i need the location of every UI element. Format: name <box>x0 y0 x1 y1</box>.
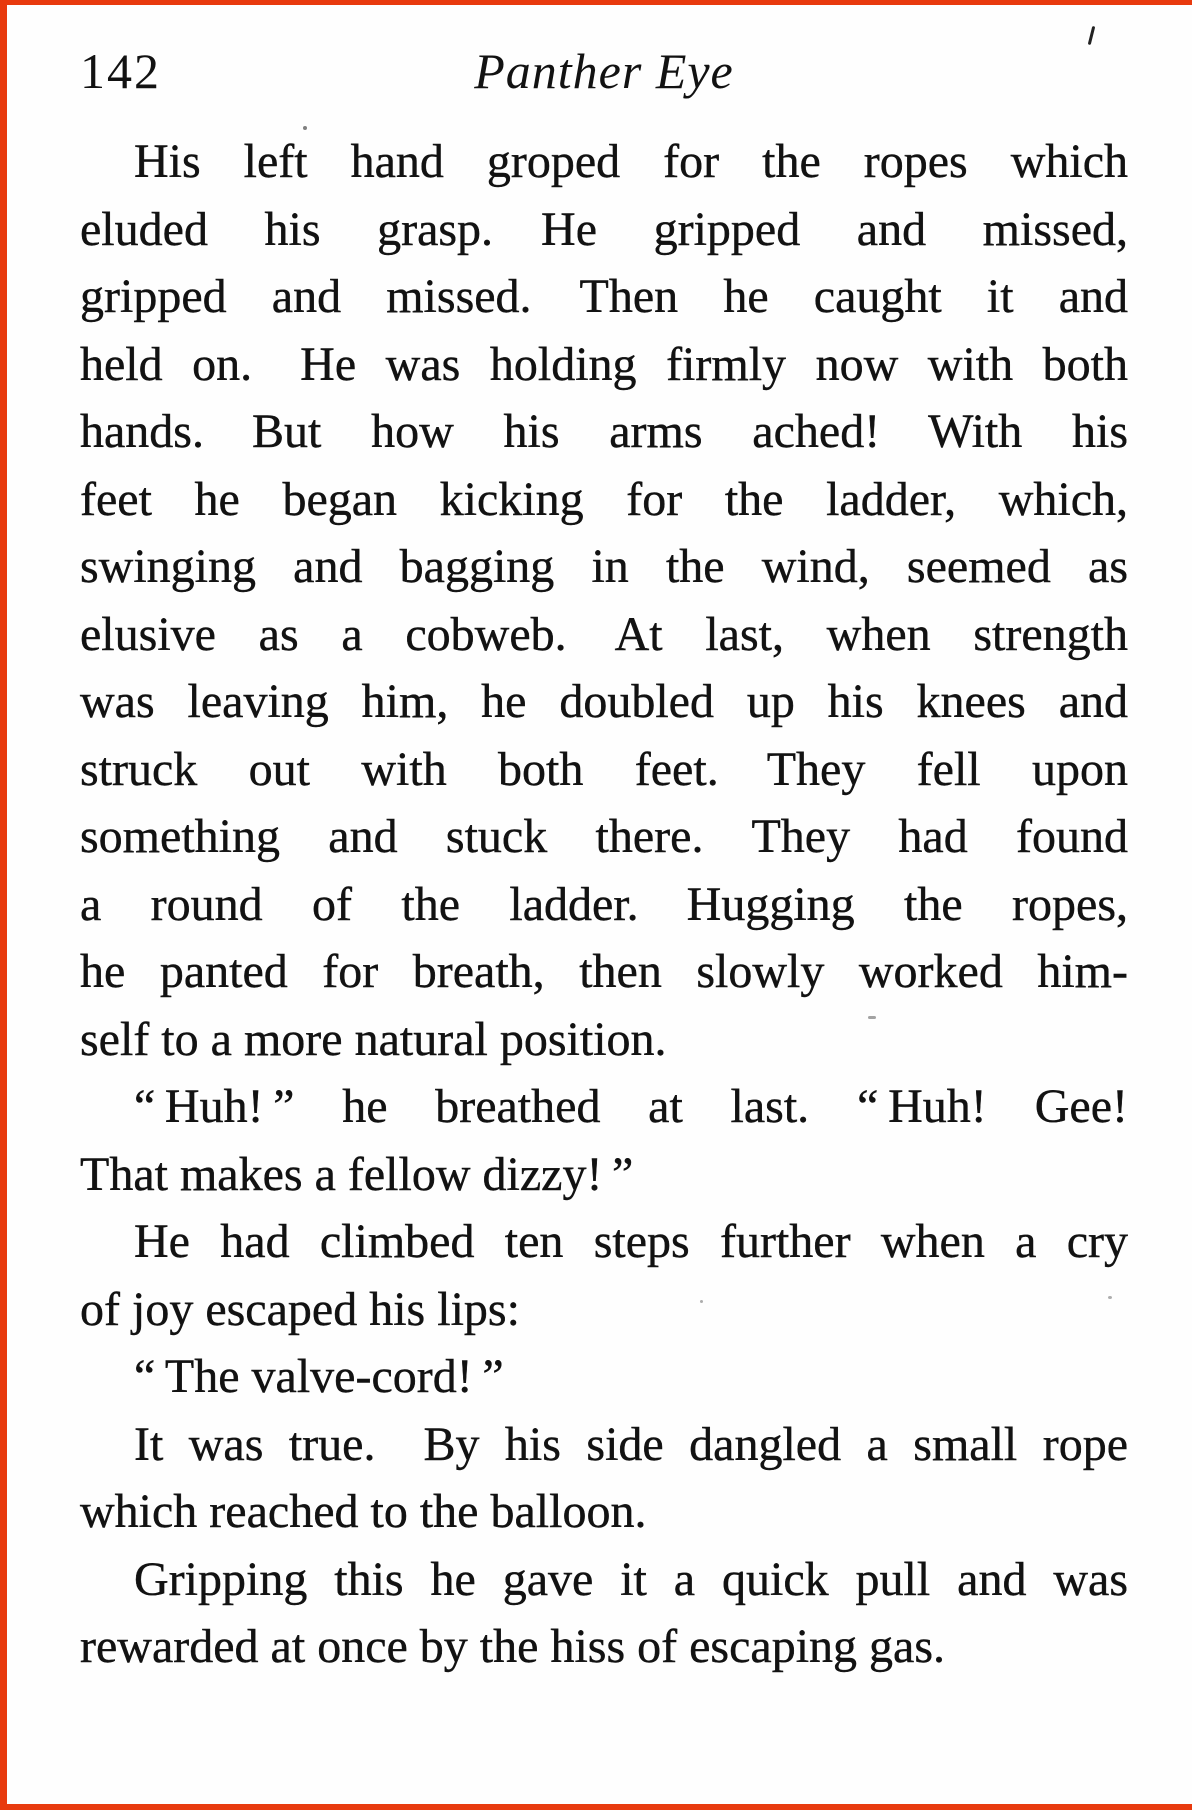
text-line: feet he began kicking for the ladder, which, <box>80 472 1128 526</box>
text-line: rewarded at once by the hiss of escaping gas. <box>80 1620 946 1673</box>
text-line: of joy escaped his lips: <box>80 1282 520 1336</box>
text-line: It was true. By his side dangled a small rope <box>134 1417 1128 1471</box>
text-line: a round of the ladder. Hugging the ropes, <box>80 877 1128 931</box>
text-line: hands. But how his arms ached! With his <box>80 405 1128 458</box>
text-line: gripped and missed. Then he caught it and <box>80 270 1128 323</box>
scan-edge-top <box>0 0 1192 5</box>
text-line: His left hand groped for the ropes which <box>134 135 1128 188</box>
text-line: eluded his grasp. He gripped and missed, <box>80 202 1128 256</box>
text-line: he panted for breath, then slowly worked him- <box>80 945 1128 998</box>
scan-edge-left <box>0 0 7 1810</box>
text-line: “ The valve-cord! ” <box>134 1350 504 1403</box>
text-line: Gripping this he gave it a quick pull and was <box>134 1552 1128 1606</box>
text-line: That makes a fellow dizzy! ” <box>80 1147 634 1201</box>
text-line: He had climbed ten steps further when a cry <box>134 1215 1128 1268</box>
body-text <box>80 128 1128 1681</box>
text-line: was leaving him, he doubled up his knees and <box>80 675 1128 728</box>
text-line: swinging and bagging in the wind, seemed as <box>80 540 1128 593</box>
book-title: Panther Eye <box>474 43 734 99</box>
text-line: something and stuck there. They had found <box>80 810 1128 863</box>
running-head <box>80 40 1128 102</box>
text-line: elusive as a cobweb. At last, when strength <box>80 607 1128 661</box>
page-number: 142 <box>80 43 161 99</box>
text-line: self to a more natural position. <box>80 1012 667 1066</box>
text-line: “ Huh! ” he breathed at last. “ Huh! Gee! <box>134 1080 1128 1133</box>
scan-edge-bottom <box>0 1804 1192 1810</box>
text-line: struck out with both feet. They fell upon <box>80 742 1128 796</box>
text-line: held on. He was holding firmly now with both <box>80 337 1128 391</box>
text-line: which reached to the balloon. <box>80 1485 647 1538</box>
